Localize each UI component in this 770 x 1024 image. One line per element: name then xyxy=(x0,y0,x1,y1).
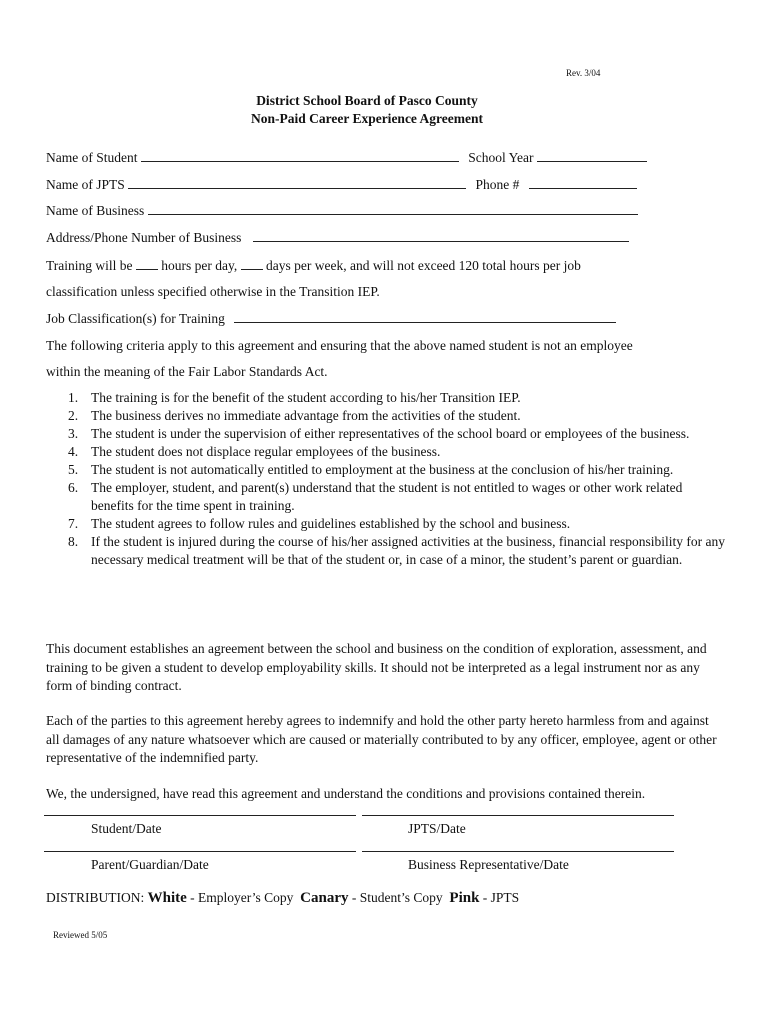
school-year-label: School Year xyxy=(468,150,534,165)
list-item: 3. The student is under the supervision of either representatives of the school board or employees of the business. xyxy=(68,426,690,441)
canary-copy-desc: - Student’s Copy xyxy=(351,890,443,905)
jpts-name-label: Name of JPTS xyxy=(46,177,125,192)
list-item: 8. If the student is injured during the course of his/her assigned activities at the business, financial responsibility for any necessary medical treatment will be that of the student or, in case of a minor, the student’s parent or guardian. xyxy=(68,534,725,567)
list-item: 6. The employer, student, and parent(s) understand that the student is not entitled to wages or other work related benefits for the time spent in training. xyxy=(68,480,683,513)
criteria-intro-line-1: The following criteria apply to this agreement and ensuring that the above named student is not an employee xyxy=(46,338,633,353)
list-item: 2. The business derives no immediate advantage from the activities of the student. xyxy=(68,408,521,423)
parent-signature-line[interactable] xyxy=(44,851,356,852)
jpts-signature-label: JPTS/Date xyxy=(408,821,466,836)
document-title xyxy=(0,92,734,128)
days-per-week-field[interactable] xyxy=(241,257,263,270)
pink-copy-desc: - JPTS xyxy=(482,890,520,905)
distribution-line xyxy=(46,890,519,907)
pink-copy-label: Pink xyxy=(449,890,480,906)
business-address-field[interactable] xyxy=(253,229,629,242)
white-copy-label: White xyxy=(147,890,187,906)
parent-signature-label: Parent/Guardian/Date xyxy=(91,857,209,872)
business-name-field[interactable] xyxy=(148,202,638,215)
jpts-signature-line[interactable] xyxy=(362,815,674,816)
training-will-be-label: Training will be xyxy=(46,258,133,273)
list-item: 5. The student is not automatically entitled to employment at the business at the conclusion of his/her training. xyxy=(68,462,674,477)
criteria-list xyxy=(46,389,726,569)
student-signature-line[interactable] xyxy=(44,815,356,816)
classification-text: classification unless specified otherwise in the Transition IEP. xyxy=(46,284,380,299)
canary-copy-label: Canary xyxy=(300,890,349,906)
school-year-field[interactable] xyxy=(537,149,647,162)
phone-field[interactable] xyxy=(529,176,637,189)
student-signature-label: Student/Date xyxy=(91,821,162,836)
student-name-label: Name of Student xyxy=(46,150,138,165)
distribution-label: DISTRIBUTION: xyxy=(46,890,145,905)
list-item: 4. The student does not displace regular employees of the business. xyxy=(68,444,441,459)
job-classification-row xyxy=(46,310,616,328)
job-classification-field[interactable] xyxy=(234,310,616,323)
jpts-name-row xyxy=(46,176,637,194)
revision-label: Rev. 3/04 xyxy=(566,68,601,78)
jpts-name-field[interactable] xyxy=(128,176,466,189)
student-name-field[interactable] xyxy=(141,149,459,162)
business-rep-signature-line[interactable] xyxy=(362,851,674,852)
hours-per-day-field[interactable] xyxy=(136,257,158,270)
phone-label: Phone # xyxy=(475,177,520,192)
training-hours-row xyxy=(46,257,581,275)
undersigned-paragraph: We, the undersigned, have read this agreement and understand the conditions and provisions contained therein. xyxy=(46,786,646,801)
hours-per-day-label: hours per day, xyxy=(161,258,238,273)
indemnify-paragraph: Each of the parties to this agreement hereby agrees to indemnify and hold the other party hereto harmless from and against all damages of any nature whatsoever which are caused or materially contributed to by any officer, employee, agent or other representative of the indemnified party. xyxy=(46,713,717,765)
days-per-week-label: days per week, and will not exceed 120 total hours per job xyxy=(266,258,581,273)
business-address-label: Address/Phone Number of Business xyxy=(46,230,242,245)
agreement-paragraph: This document establishes an agreement between the school and business on the condition of exploration, assessment, and training to be given a student to develop employability skills. It should not be interpreted as a legal instrument nor as any form of binding contract. xyxy=(46,641,707,693)
business-name-row xyxy=(46,202,638,220)
list-item: 1. The training is for the benefit of the student according to his/her Transition IEP. xyxy=(68,390,521,405)
reviewed-label: Reviewed 5/05 xyxy=(53,930,108,940)
list-item: 7. The student agrees to follow rules and guidelines established by the school and business. xyxy=(68,516,571,531)
business-name-label: Name of Business xyxy=(46,203,145,218)
title-line-1: District School Board of Pasco County xyxy=(256,93,478,108)
criteria-intro-line-2: within the meaning of the Fair Labor Standards Act. xyxy=(46,364,328,379)
business-address-row xyxy=(46,229,629,247)
title-line-2: Non-Paid Career Experience Agreement xyxy=(250,111,484,126)
student-name-row xyxy=(46,149,647,167)
business-rep-signature-label: Business Representative/Date xyxy=(408,857,569,872)
white-copy-desc: - Employer’s Copy xyxy=(190,890,294,905)
job-classification-label: Job Classification(s) for Training xyxy=(46,311,225,326)
